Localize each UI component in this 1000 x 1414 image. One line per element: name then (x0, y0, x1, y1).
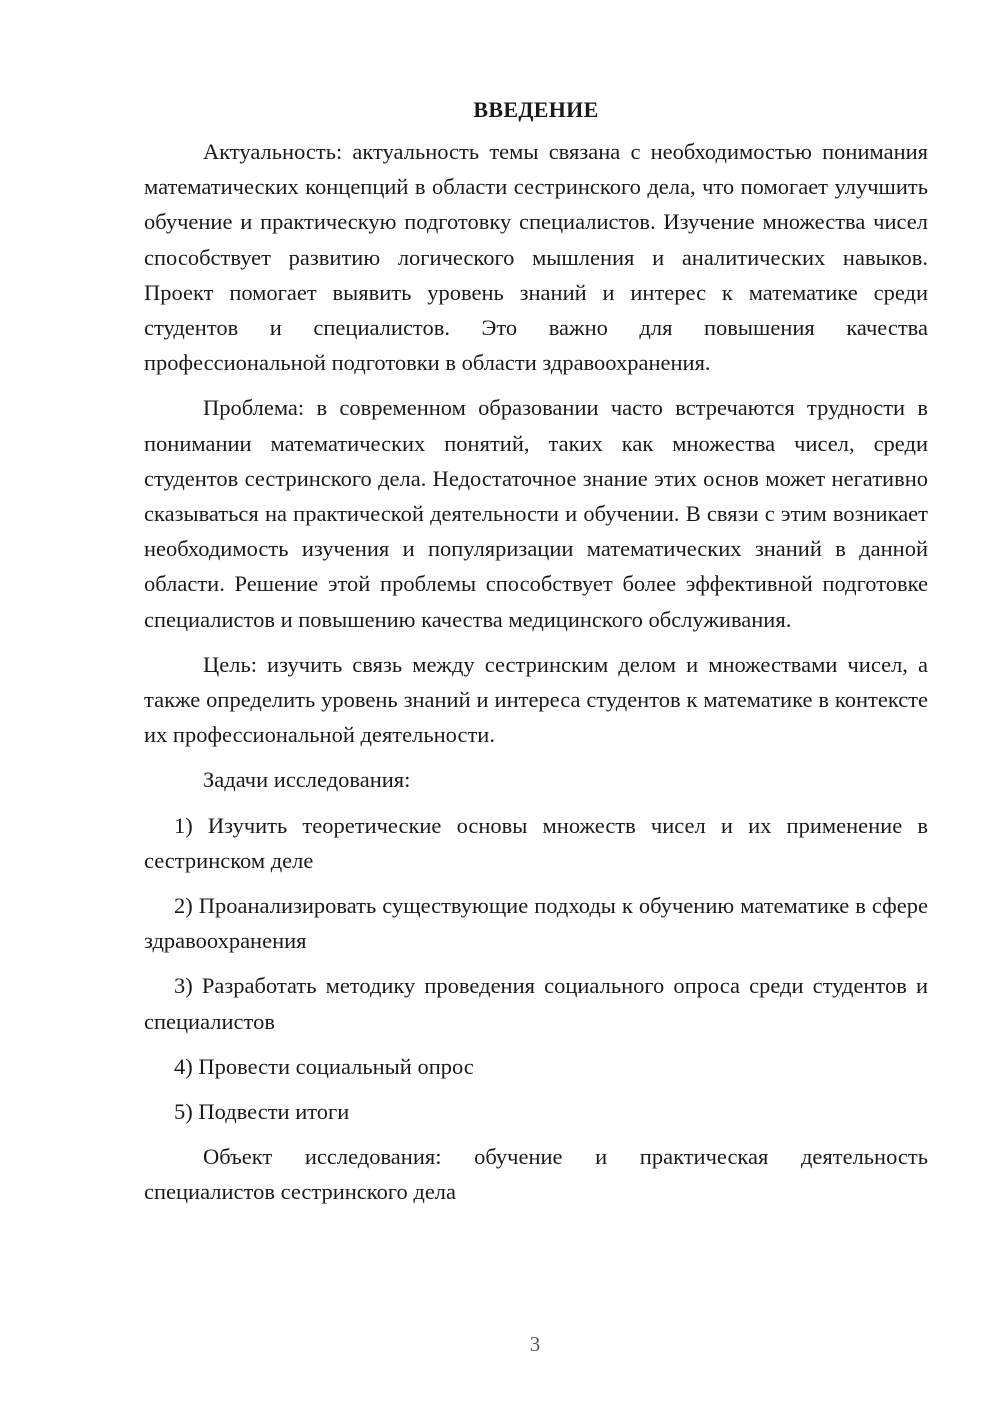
task-item: 5) Подвести итоги (174, 1099, 350, 1125)
task-item: 1) Изучить теоретические основы множеств чисел и их применение в сестринском деле (144, 812, 928, 873)
paragraph-relevance: Актуальность: актуальность темы связана с необходимостью понимания математических концепций в области сестринского дела, что помогает улучшить обучение и практическую подготовку специалистов. Изучение множества чисел способствует развитию логического мышления и аналитических навыков. Проект помогает выявить уровень знаний и интерес к математике среди студентов и специалистов. Это важно для повышения качества профессиональной подготовки в области здравоохранения. (144, 139, 928, 376)
tasks-heading: Задачи исследования: (203, 767, 411, 793)
task-item: 2) Проанализировать существующие подходы к обучению математике в сфере здравоохранения (144, 893, 928, 954)
section-title: ВВЕДЕНИЕ (473, 97, 599, 122)
document-page (144, 92, 928, 1220)
task-item: 3) Разработать методику проведения социального опроса среди студентов и специалистов (144, 973, 928, 1034)
paragraph-problem: Проблема: в современном образовании часто встречаются трудности в понимании математических понятий, таких как множества чисел, среди студентов сестринского дела. Недостаточное знание этих основ может негативно сказываться на практической деятельности и обучении. В связи с этим возникает необходимость изучения и популяризации математических знаний в данной области. Решение этой проблемы способствует более эффективной подготовке специалистов и повышению качества медицинского обслуживания. (144, 395, 928, 632)
paragraph-object: Объект исследования: обучение и практическая деятельность специалистов сестринского дела (144, 1144, 928, 1205)
task-item: 4) Провести социальный опрос (174, 1053, 474, 1079)
paragraph-goal: Цель: изучить связь между сестринским делом и множествами чисел, а также определить уровень знаний и интереса студентов к математике в контексте их профессиональной деятельности. (144, 651, 928, 748)
page-number: 3 (529, 1332, 541, 1356)
